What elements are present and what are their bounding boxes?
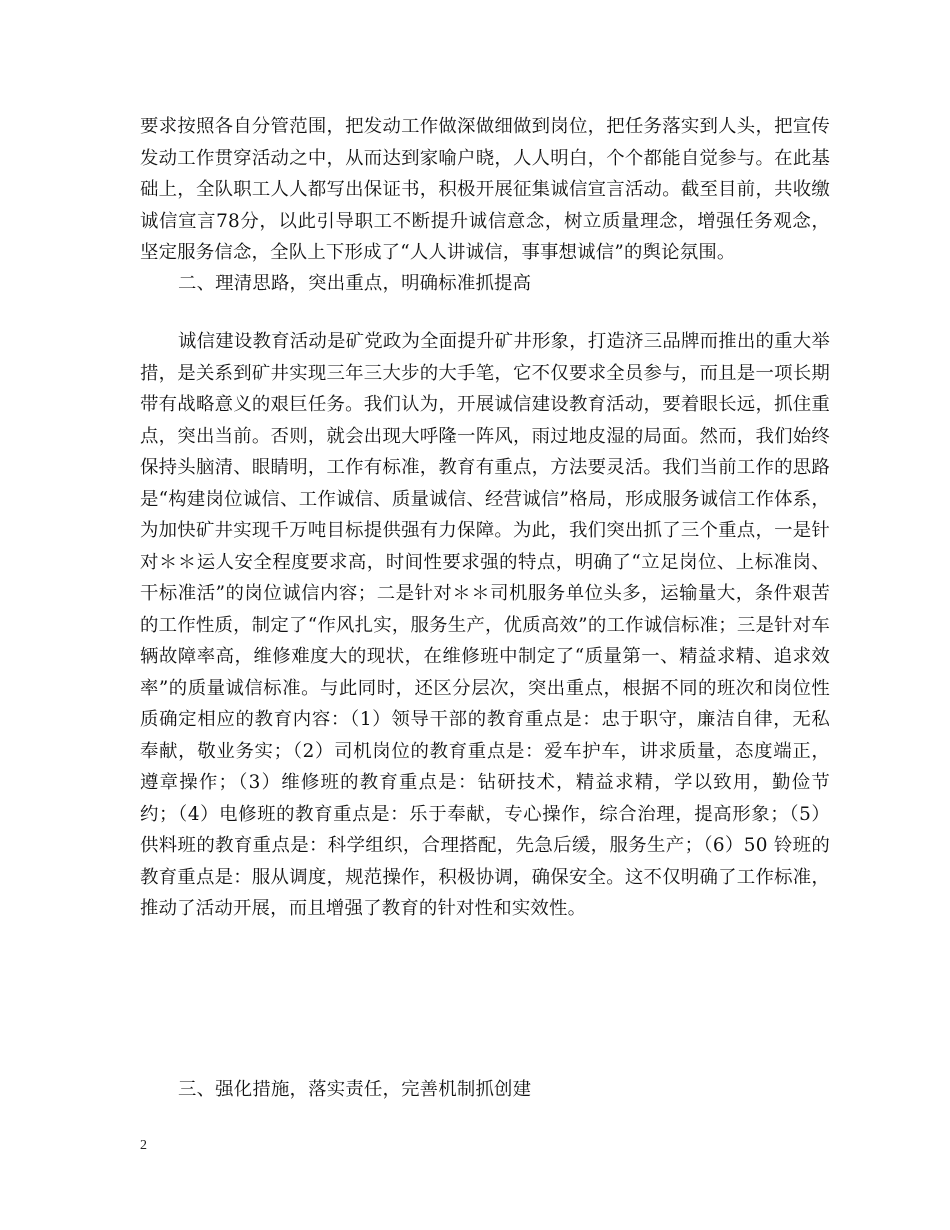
section-heading-3: 三、强化措施，落实责任，完善机制抓创建 xyxy=(178,1079,532,1100)
body-paragraph-section-2: 诚信建设教育活动是矿党政为全面提升矿井形象，打造济三品牌而推出的重大举措，是关系到矿井实现三年三大步的大手笔，它不仅要求全员参与，而且是一项长期带有战略意义的艰巨任务。我们认为，开展诚信建设教育活动，要着眼长远，抓住重点，突出当前。否则，就会出现大呼隆一阵风，雨过地皮湿的局面。然而，我们始终保持头脑清、眼睛明，工作有标准，教育有重点，方法要灵活。我们当前工作的思路是“构建岗位诚信、工作诚信、质量诚信、经营诚信”格局，形成服务诚信工作体系，为加快矿井实现千万吨目标提供强有力保障。为此，我们突出抓了三个重点，一是针对＊＊运人安全程度要求高，时间性要求强的特点，明确了“立足岗位、上标准岗、干标准活”的岗位诚信内容；二是针对＊＊司机服务单位头多，运输量大，条件艰苦的工作性质，制定了“作风扎实，服务生产，优质高效”的工作诚信标准；三是针对车辆故障率高，维修难度大的现状，在维修班中制定了“质量第一、精益求精、追求效率”的质量诚信标准。与此同时，还区分层次，突出重点，根据不同的班次和岗位性质确定相应的教育内容：（1）领导干部的教育重点是：忠于职守，廉洁自律，无私奉献，敬业务实；（2）司机岗位的教育重点是：爱车护车，讲求质量，态度端正，遵章操作；（3）维修班的教育重点是：钻研技术，精益求精，学以致用，勤俭节约；（4）电修班的教育重点是：乐于奉献，专心操作，综合治理，提高形象；（5）供料班的教育重点是：科学组织，合理搭配，先急后缓，服务生产；（6）50 铃班的教育重点是：服从调度，规范操作，积极协调，确保安全。这不仅明确了工作标准，推动了活动开展，而且增强了教育的针对性和实效性。 xyxy=(140,331,830,919)
page-number: 2 xyxy=(140,1138,147,1153)
section-heading-2: 二、理清思路，突出重点，明确标准抓提高 xyxy=(178,273,532,294)
body-paragraph-continuation: 要求按照各自分管范围，把发动工作做深做细做到岗位，把任务落实到人头，把宣传发动工作贯穿活动之中，从而达到家喻户晓，人人明白，个个都能自觉参与。在此基础上，全队职工人人都写出保证书，积极开展征集诚信宣言活动。截至目前，共收缴诚信宣言78分，以此引导职工不断提升诚信意念，树立质量理念，增强任务观念，坚定服务信念，全队上下形成了“人人讲诚信，事事想诚信”的舆论氛围。 xyxy=(140,116,830,263)
